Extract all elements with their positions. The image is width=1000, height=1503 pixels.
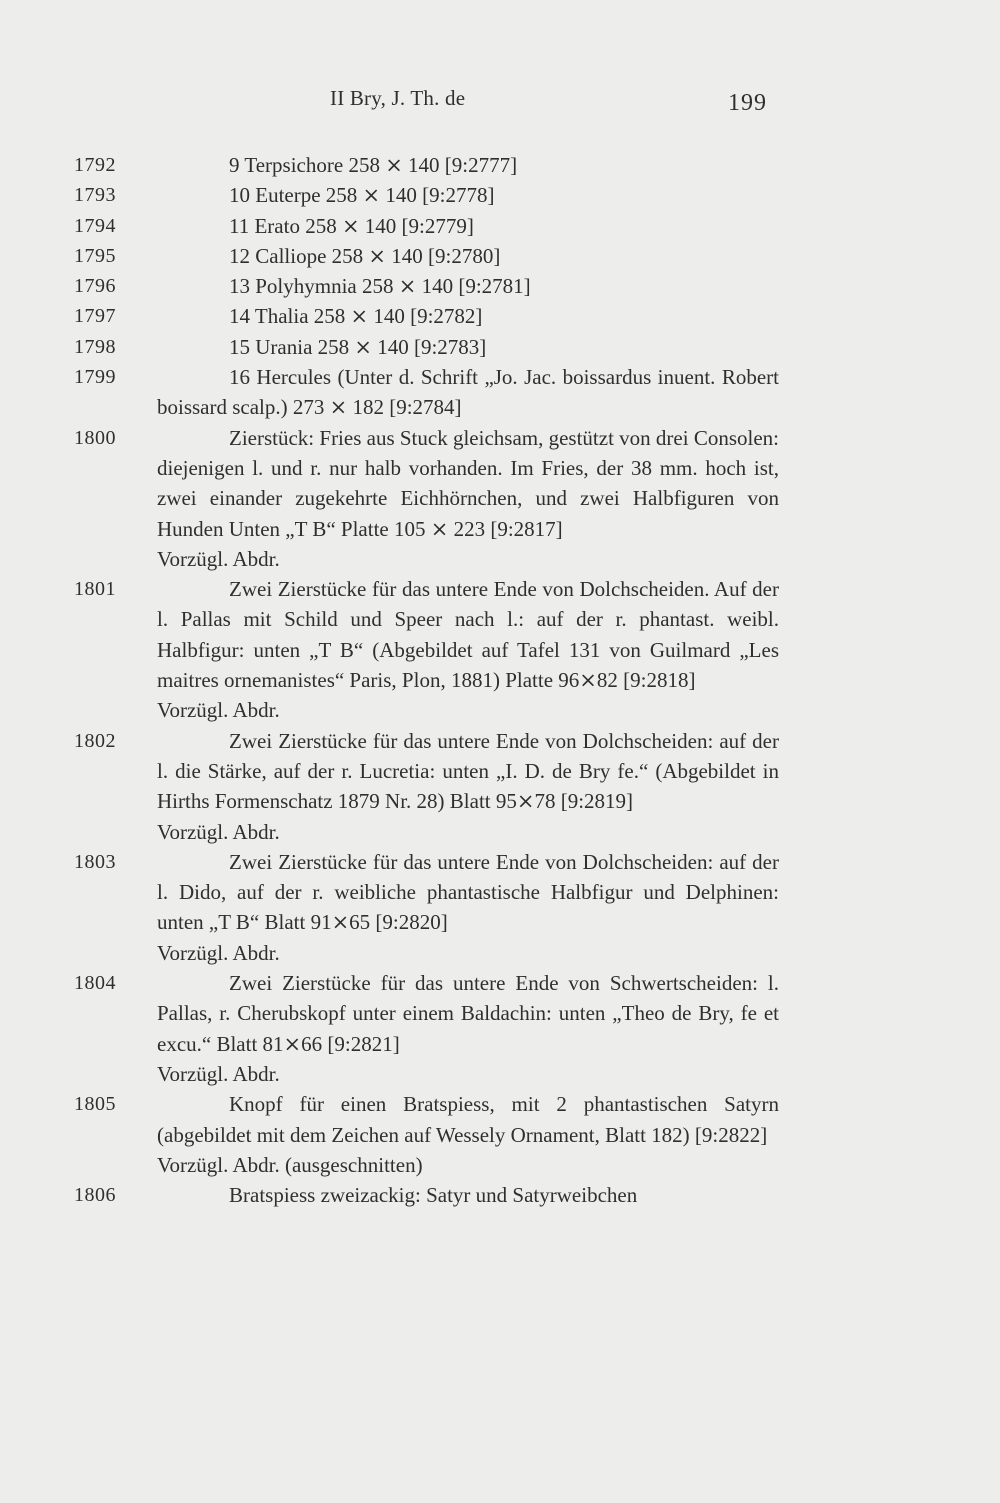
catalogue-entry <box>0 150 1000 180</box>
entry-number: 1803 <box>74 850 116 873</box>
entry-body <box>157 574 779 725</box>
header-title: II Bry, J. Th. de <box>330 86 466 110</box>
page-number: 199 <box>728 90 767 116</box>
entry-text: Knopf für einen Bratspiess, mit 2 phantastischen Satyrn (abgebildet mit dem Zeichen auf Wessely Ornament, Blatt 182) [9:2822] <box>157 1092 779 1147</box>
entry-body <box>157 423 779 574</box>
entry-number: 1801 <box>74 578 116 601</box>
catalogue-entry <box>0 301 1000 331</box>
entry-text: Zwei Zierstücke für das untere Ende von Schwertscheiden: l. Pallas, r. Cherubskopf unter einem Baldachin: unten „Theo de Bry, fe et excu.“ Blatt 81⨯66 [9:2821] <box>157 971 779 1056</box>
entry-body <box>157 1089 779 1180</box>
entry-text: 11 Erato 258 ⨯ 140 [9:2779] <box>229 213 474 238</box>
entry-text: 16 Hercules (Unter d. Schrift „Jo. Jac. boissardus inuent. Robert boissard scalp.) 273 ⨯ 182 [9:2784] <box>157 365 779 420</box>
entry-body <box>157 726 779 847</box>
entry-note: Vorzügl. Abdr. <box>157 698 280 723</box>
catalogue-entry <box>0 332 1000 362</box>
entry-number: 1805 <box>74 1093 116 1116</box>
entry-number: 1792 <box>74 154 116 176</box>
entry-number: 1798 <box>74 335 116 358</box>
entry-text: Zierstück: Fries aus Stuck gleichsam, gestützt von drei Consolen: diejenigen l. und r. nur halb vorhanden. Im Fries, der 38 mm. hoch ist, zwei einander zugekehrte Eichhörnchen, und zwei Halbfiguren von Hunden Unten „T B“ Platte 105 ⨯ 223 [9:2817] <box>157 425 779 541</box>
entry-note: Vorzügl. Abdr. <box>157 1061 280 1086</box>
entry-number: 1797 <box>74 305 116 328</box>
catalogue-entry <box>0 180 1000 210</box>
catalogue-entry <box>0 847 1000 968</box>
entry-number: 1795 <box>74 244 116 267</box>
entry-number: 1793 <box>74 184 116 207</box>
catalogue-entry <box>0 423 1000 574</box>
catalogue-entries <box>0 150 1000 1210</box>
entry-note: Vorzügl. Abdr. <box>157 819 280 844</box>
entry-text: 13 Polyhymnia 258 ⨯ 140 [9:2781] <box>229 274 531 299</box>
entry-note: Vorzügl. Abdr. (ausgeschnitten) <box>157 1152 423 1177</box>
catalogue-entry <box>0 968 1000 1089</box>
catalogue-entry <box>0 211 1000 241</box>
entry-body <box>157 847 779 968</box>
entry-text: Zwei Zierstücke für das untere Ende von Dolchscheiden: auf der l. die Stärke, auf der r. Lucretia: unten „I. D. de Bry fe.“ (Abgebildet in Hirths Formenschatz 1879 Nr. 28) Blatt 95⨯78 [9:2819] <box>157 728 779 814</box>
catalogue-entry <box>0 271 1000 301</box>
entry-note: Vorzügl. Abdr. <box>157 546 280 571</box>
entry-number: 1806 <box>74 1184 116 1207</box>
entry-number: 1802 <box>74 729 116 752</box>
entry-text: Zwei Zierstücke für das untere Ende von Dolchscheiden: auf der l. Dido, auf der r. weibliche phantastische Halbfigur und Delphinen: unten „T B“ Blatt 91⨯65 [9:2820] <box>157 849 779 935</box>
entry-number: 1800 <box>74 426 116 449</box>
entry-text: 12 Calliope 258 ⨯ 140 [9:2780] <box>229 243 501 268</box>
entry-number: 1799 <box>74 366 116 389</box>
catalogue-entry <box>0 726 1000 847</box>
entry-text: 10 Euterpe 258 ⨯ 140 [9:2778] <box>229 183 495 208</box>
entry-number: 1804 <box>74 972 116 995</box>
catalogue-entry <box>0 362 1000 423</box>
entry-text: Zwei Zierstücke für das untere Ende von Dolchscheiden. Auf der l. Pallas mit Schild und Speer nach l.: auf der r. phantast. weibl. Halbfigur: unten „T B“ (Abgebildet auf Tafel 131 von Guilmard „Les maitres ornemanistes“ Paris, Plon, 1881) Platte 96⨯82 [9:2818] <box>157 577 779 693</box>
catalogue-entry <box>0 574 1000 725</box>
entry-number: 1796 <box>74 275 116 298</box>
entry-text: 15 Urania 258 ⨯ 140 [9:2783] <box>229 334 487 359</box>
entry-text: 14 Thalia 258 ⨯ 140 [9:2782] <box>229 304 483 329</box>
catalogue-entry <box>0 241 1000 271</box>
entry-body <box>157 968 779 1089</box>
entry-number: 1794 <box>74 214 116 237</box>
catalogue-entry <box>0 1180 1000 1210</box>
entry-note: Vorzügl. Abdr. <box>157 940 280 965</box>
running-head <box>0 86 1000 116</box>
catalogue-entry <box>0 1089 1000 1180</box>
entry-text: Bratspiess zweizackig: Satyr und Satyrweibchen <box>229 1183 638 1208</box>
entry-text: 9 Terpsichore 258 ⨯ 140 [9:2777] <box>229 153 518 177</box>
